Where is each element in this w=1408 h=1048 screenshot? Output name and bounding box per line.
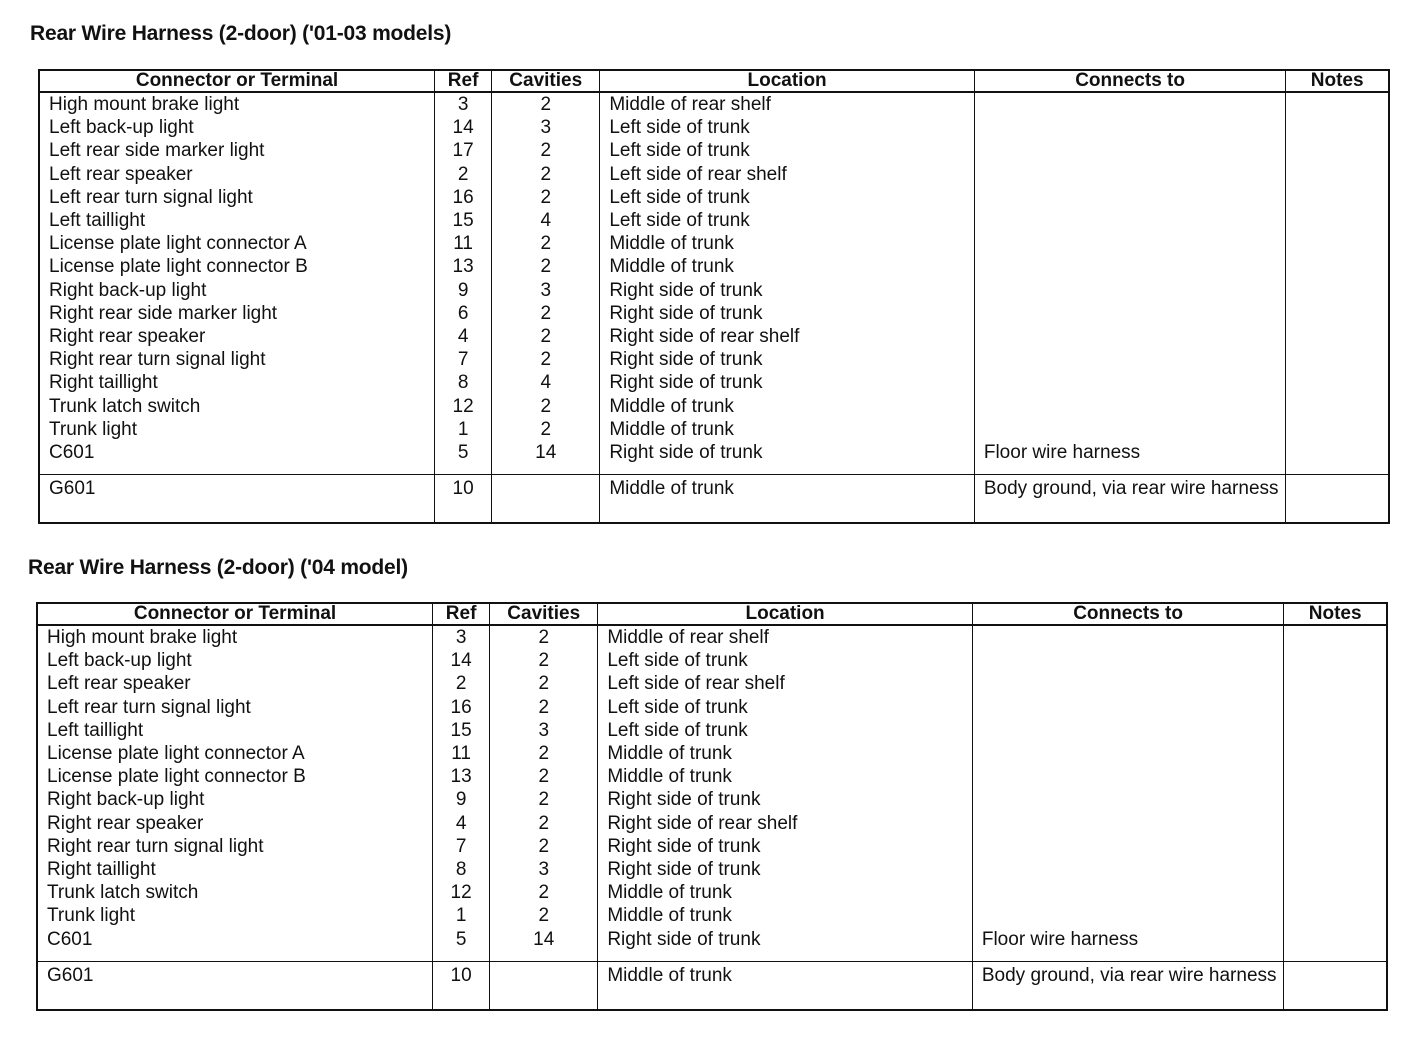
connects-to-cell bbox=[972, 672, 1283, 695]
connector-cell: Left taillight bbox=[39, 209, 435, 232]
connector-cell: Right rear turn signal light bbox=[37, 835, 433, 858]
ref-cell: 7 bbox=[433, 835, 490, 858]
ref-cell: 15 bbox=[433, 719, 490, 742]
cavities-cell: 3 bbox=[490, 858, 598, 881]
ground-row bbox=[37, 961, 1387, 1010]
connector-cell: G601 bbox=[39, 475, 435, 524]
column-header: Cavities bbox=[492, 70, 600, 92]
connector-cell: License plate light connector A bbox=[39, 232, 435, 255]
connects-to-cell: Body ground, via rear wire harness bbox=[974, 475, 1285, 524]
ref-cell: 4 bbox=[433, 812, 490, 835]
connector-cell: License plate light connector A bbox=[37, 742, 433, 765]
connector-cell: Trunk light bbox=[39, 418, 435, 441]
harness-table bbox=[38, 69, 1390, 524]
ref-cell: 16 bbox=[435, 186, 492, 209]
cavities-cell: 2 bbox=[492, 348, 600, 371]
connects-to-cell: Floor wire harness bbox=[972, 928, 1283, 962]
column-header: Ref bbox=[433, 603, 490, 625]
column-header: Location bbox=[600, 70, 975, 92]
location-cell: Left side of trunk bbox=[598, 719, 973, 742]
ref-cell: 7 bbox=[435, 348, 492, 371]
ref-cell: 12 bbox=[433, 881, 490, 904]
connector-cell: G601 bbox=[37, 961, 433, 1010]
connects-to-cell: Body ground, via rear wire harness bbox=[972, 961, 1283, 1010]
notes-cell bbox=[1286, 348, 1389, 371]
column-header: Connector or Terminal bbox=[39, 70, 435, 92]
table-row bbox=[39, 92, 1389, 116]
ref-cell: 11 bbox=[435, 232, 492, 255]
ref-cell: 3 bbox=[435, 92, 492, 116]
connects-to-cell bbox=[972, 625, 1283, 649]
location-cell: Middle of trunk bbox=[598, 742, 973, 765]
connects-to-cell bbox=[974, 186, 1285, 209]
cavities-cell: 2 bbox=[490, 672, 598, 695]
cavities-cell: 2 bbox=[490, 835, 598, 858]
table-row bbox=[37, 928, 1387, 962]
connector-cell: Trunk latch switch bbox=[39, 395, 435, 418]
column-header: Connects to bbox=[972, 603, 1283, 625]
connects-to-cell bbox=[972, 812, 1283, 835]
connector-cell: Right rear speaker bbox=[39, 325, 435, 348]
notes-cell bbox=[1286, 302, 1389, 325]
table-row bbox=[37, 765, 1387, 788]
notes-cell bbox=[1284, 742, 1387, 765]
connects-to-cell bbox=[974, 302, 1285, 325]
connector-cell: License plate light connector B bbox=[39, 255, 435, 278]
notes-cell bbox=[1284, 881, 1387, 904]
location-cell: Middle of trunk bbox=[598, 904, 973, 927]
notes-cell bbox=[1284, 788, 1387, 811]
notes-cell bbox=[1284, 812, 1387, 835]
cavities-cell: 2 bbox=[492, 92, 600, 116]
location-cell: Middle of trunk bbox=[600, 395, 975, 418]
connects-to-cell bbox=[974, 348, 1285, 371]
table-row bbox=[39, 325, 1389, 348]
table-row bbox=[39, 139, 1389, 162]
header-row bbox=[39, 70, 1389, 92]
table-row bbox=[37, 696, 1387, 719]
connects-to-cell bbox=[974, 163, 1285, 186]
connector-cell: Right rear side marker light bbox=[39, 302, 435, 325]
ref-cell: 9 bbox=[435, 279, 492, 302]
notes-cell bbox=[1284, 649, 1387, 672]
location-cell: Middle of trunk bbox=[598, 881, 973, 904]
cavities-cell: 3 bbox=[492, 279, 600, 302]
ref-cell: 8 bbox=[435, 371, 492, 394]
table-row bbox=[39, 116, 1389, 139]
table-row bbox=[39, 302, 1389, 325]
column-header: Connects to bbox=[974, 70, 1285, 92]
table-row bbox=[39, 255, 1389, 278]
notes-cell bbox=[1286, 232, 1389, 255]
connector-cell: License plate light connector B bbox=[37, 765, 433, 788]
notes-cell bbox=[1286, 255, 1389, 278]
notes-cell bbox=[1284, 672, 1387, 695]
location-cell: Left side of trunk bbox=[600, 116, 975, 139]
connector-cell: Left rear turn signal light bbox=[37, 696, 433, 719]
ref-cell: 14 bbox=[433, 649, 490, 672]
ground-row bbox=[39, 475, 1389, 524]
ref-cell: 3 bbox=[433, 625, 490, 649]
location-cell: Left side of trunk bbox=[600, 209, 975, 232]
connects-to-cell bbox=[972, 788, 1283, 811]
connects-to-cell: Floor wire harness bbox=[974, 441, 1285, 475]
cavities-cell: 2 bbox=[490, 625, 598, 649]
location-cell: Middle of trunk bbox=[600, 418, 975, 441]
notes-cell bbox=[1284, 765, 1387, 788]
cavities-cell: 2 bbox=[492, 186, 600, 209]
ref-cell: 10 bbox=[433, 961, 490, 1010]
ref-cell: 6 bbox=[435, 302, 492, 325]
cavities-cell: 4 bbox=[492, 371, 600, 394]
connects-to-cell bbox=[972, 696, 1283, 719]
notes-cell bbox=[1286, 279, 1389, 302]
ref-cell: 9 bbox=[433, 788, 490, 811]
cavities-cell: 2 bbox=[490, 696, 598, 719]
table-row bbox=[39, 348, 1389, 371]
connector-cell: Left rear speaker bbox=[39, 163, 435, 186]
notes-cell bbox=[1284, 904, 1387, 927]
notes-cell bbox=[1286, 186, 1389, 209]
location-cell: Right side of trunk bbox=[598, 835, 973, 858]
cavities-cell: 2 bbox=[492, 325, 600, 348]
connector-cell: Right rear speaker bbox=[37, 812, 433, 835]
cavities-cell: 2 bbox=[492, 302, 600, 325]
notes-cell bbox=[1286, 116, 1389, 139]
ref-cell: 17 bbox=[435, 139, 492, 162]
location-cell: Middle of trunk bbox=[598, 961, 973, 1010]
column-header: Connector or Terminal bbox=[37, 603, 433, 625]
ref-cell: 5 bbox=[435, 441, 492, 475]
connector-cell: High mount brake light bbox=[37, 625, 433, 649]
location-cell: Left side of trunk bbox=[600, 186, 975, 209]
location-cell: Right side of rear shelf bbox=[598, 812, 973, 835]
table-row bbox=[37, 835, 1387, 858]
location-cell: Middle of trunk bbox=[600, 255, 975, 278]
harness-table bbox=[36, 602, 1388, 1011]
notes-cell bbox=[1286, 418, 1389, 441]
connector-cell: C601 bbox=[39, 441, 435, 475]
connector-cell: Right rear turn signal light bbox=[39, 348, 435, 371]
cavities-cell: 2 bbox=[490, 742, 598, 765]
connects-to-cell bbox=[974, 139, 1285, 162]
notes-cell bbox=[1284, 696, 1387, 719]
location-cell: Right side of trunk bbox=[600, 441, 975, 475]
ref-cell: 15 bbox=[435, 209, 492, 232]
notes-cell bbox=[1286, 92, 1389, 116]
location-cell: Right side of trunk bbox=[600, 302, 975, 325]
section-title: Rear Wire Harness (2-door) ('04 model) bbox=[28, 556, 408, 579]
cavities-cell: 2 bbox=[492, 255, 600, 278]
location-cell: Right side of trunk bbox=[598, 788, 973, 811]
connects-to-cell bbox=[974, 255, 1285, 278]
connects-to-cell bbox=[972, 904, 1283, 927]
notes-cell bbox=[1286, 371, 1389, 394]
notes-cell bbox=[1286, 139, 1389, 162]
table-row bbox=[37, 904, 1387, 927]
ref-cell: 4 bbox=[435, 325, 492, 348]
cavities-cell: 2 bbox=[492, 163, 600, 186]
notes-cell bbox=[1286, 325, 1389, 348]
notes-cell bbox=[1286, 209, 1389, 232]
ref-cell: 16 bbox=[433, 696, 490, 719]
location-cell: Left side of trunk bbox=[600, 139, 975, 162]
ref-cell: 8 bbox=[433, 858, 490, 881]
connects-to-cell bbox=[972, 719, 1283, 742]
location-cell: Left side of trunk bbox=[598, 649, 973, 672]
location-cell: Right side of rear shelf bbox=[600, 325, 975, 348]
connector-cell: Trunk light bbox=[37, 904, 433, 927]
cavities-cell: 4 bbox=[492, 209, 600, 232]
cavities-cell: 14 bbox=[490, 928, 598, 962]
connects-to-cell bbox=[974, 232, 1285, 255]
cavities-cell: 2 bbox=[490, 881, 598, 904]
cavities-cell: 2 bbox=[490, 788, 598, 811]
connects-to-cell bbox=[972, 835, 1283, 858]
table-row bbox=[37, 858, 1387, 881]
location-cell: Left side of trunk bbox=[598, 696, 973, 719]
connects-to-cell bbox=[974, 279, 1285, 302]
connects-to-cell bbox=[974, 116, 1285, 139]
connector-cell: Right back-up light bbox=[39, 279, 435, 302]
connector-cell: Trunk latch switch bbox=[37, 881, 433, 904]
connector-cell: Left taillight bbox=[37, 719, 433, 742]
ref-cell: 12 bbox=[435, 395, 492, 418]
connects-to-cell bbox=[972, 742, 1283, 765]
cavities-cell: 2 bbox=[492, 139, 600, 162]
cavities-cell bbox=[490, 961, 598, 1010]
location-cell: Left side of rear shelf bbox=[598, 672, 973, 695]
table-row bbox=[37, 742, 1387, 765]
location-cell: Right side of trunk bbox=[598, 928, 973, 962]
ref-cell: 5 bbox=[433, 928, 490, 962]
table-row bbox=[37, 812, 1387, 835]
header-row bbox=[37, 603, 1387, 625]
connects-to-cell bbox=[974, 371, 1285, 394]
connects-to-cell bbox=[972, 881, 1283, 904]
cavities-cell: 3 bbox=[492, 116, 600, 139]
location-cell: Middle of trunk bbox=[600, 475, 975, 524]
table-row bbox=[39, 441, 1389, 475]
ref-cell: 13 bbox=[435, 255, 492, 278]
table-row bbox=[39, 395, 1389, 418]
notes-cell bbox=[1284, 625, 1387, 649]
location-cell: Right side of trunk bbox=[600, 279, 975, 302]
cavities-cell: 14 bbox=[492, 441, 600, 475]
section-title: Rear Wire Harness (2-door) ('01-03 models) bbox=[30, 22, 452, 45]
location-cell: Middle of trunk bbox=[598, 765, 973, 788]
connector-cell: Right back-up light bbox=[37, 788, 433, 811]
connects-to-cell bbox=[972, 858, 1283, 881]
table-row bbox=[39, 186, 1389, 209]
connects-to-cell bbox=[974, 395, 1285, 418]
ref-cell: 1 bbox=[433, 904, 490, 927]
column-header: Ref bbox=[435, 70, 492, 92]
connector-cell: High mount brake light bbox=[39, 92, 435, 116]
notes-cell bbox=[1284, 961, 1387, 1010]
location-cell: Middle of rear shelf bbox=[600, 92, 975, 116]
cavities-cell: 2 bbox=[490, 649, 598, 672]
connects-to-cell bbox=[972, 649, 1283, 672]
connector-cell: Right taillight bbox=[39, 371, 435, 394]
table-row bbox=[37, 788, 1387, 811]
connector-cell: Left back-up light bbox=[37, 649, 433, 672]
connects-to-cell bbox=[972, 765, 1283, 788]
connector-cell: Left rear turn signal light bbox=[39, 186, 435, 209]
cavities-cell bbox=[492, 475, 600, 524]
ref-cell: 10 bbox=[435, 475, 492, 524]
ref-cell: 2 bbox=[435, 163, 492, 186]
location-cell: Right side of trunk bbox=[600, 371, 975, 394]
ref-cell: 2 bbox=[433, 672, 490, 695]
connects-to-cell bbox=[974, 209, 1285, 232]
table-row bbox=[37, 649, 1387, 672]
table-row bbox=[37, 719, 1387, 742]
cavities-cell: 2 bbox=[492, 418, 600, 441]
connector-cell: Left rear speaker bbox=[37, 672, 433, 695]
notes-cell bbox=[1284, 835, 1387, 858]
ref-cell: 1 bbox=[435, 418, 492, 441]
table-row bbox=[37, 881, 1387, 904]
table-row bbox=[39, 418, 1389, 441]
location-cell: Right side of trunk bbox=[600, 348, 975, 371]
cavities-cell: 2 bbox=[490, 812, 598, 835]
connector-cell: Left back-up light bbox=[39, 116, 435, 139]
notes-cell bbox=[1284, 928, 1387, 962]
column-header: Notes bbox=[1284, 603, 1387, 625]
connector-cell: Right taillight bbox=[37, 858, 433, 881]
notes-cell bbox=[1286, 441, 1389, 475]
cavities-cell: 2 bbox=[490, 765, 598, 788]
table-row bbox=[39, 232, 1389, 255]
connects-to-cell bbox=[974, 325, 1285, 348]
ref-cell: 13 bbox=[433, 765, 490, 788]
ref-cell: 14 bbox=[435, 116, 492, 139]
location-cell: Middle of rear shelf bbox=[598, 625, 973, 649]
notes-cell bbox=[1286, 395, 1389, 418]
location-cell: Right side of trunk bbox=[598, 858, 973, 881]
column-header: Cavities bbox=[490, 603, 598, 625]
location-cell: Left side of rear shelf bbox=[600, 163, 975, 186]
cavities-cell: 2 bbox=[492, 232, 600, 255]
cavities-cell: 2 bbox=[492, 395, 600, 418]
table-row bbox=[39, 163, 1389, 186]
notes-cell bbox=[1284, 858, 1387, 881]
notes-cell bbox=[1286, 475, 1389, 524]
cavities-cell: 2 bbox=[490, 904, 598, 927]
connector-cell: C601 bbox=[37, 928, 433, 962]
table-row bbox=[39, 209, 1389, 232]
table-row bbox=[37, 672, 1387, 695]
table-row bbox=[39, 371, 1389, 394]
connects-to-cell bbox=[974, 418, 1285, 441]
table-row bbox=[37, 625, 1387, 649]
connects-to-cell bbox=[974, 92, 1285, 116]
notes-cell bbox=[1284, 719, 1387, 742]
cavities-cell: 3 bbox=[490, 719, 598, 742]
table-row bbox=[39, 279, 1389, 302]
column-header: Location bbox=[598, 603, 973, 625]
connector-cell: Left rear side marker light bbox=[39, 139, 435, 162]
location-cell: Middle of trunk bbox=[600, 232, 975, 255]
column-header: Notes bbox=[1286, 70, 1389, 92]
ref-cell: 11 bbox=[433, 742, 490, 765]
notes-cell bbox=[1286, 163, 1389, 186]
